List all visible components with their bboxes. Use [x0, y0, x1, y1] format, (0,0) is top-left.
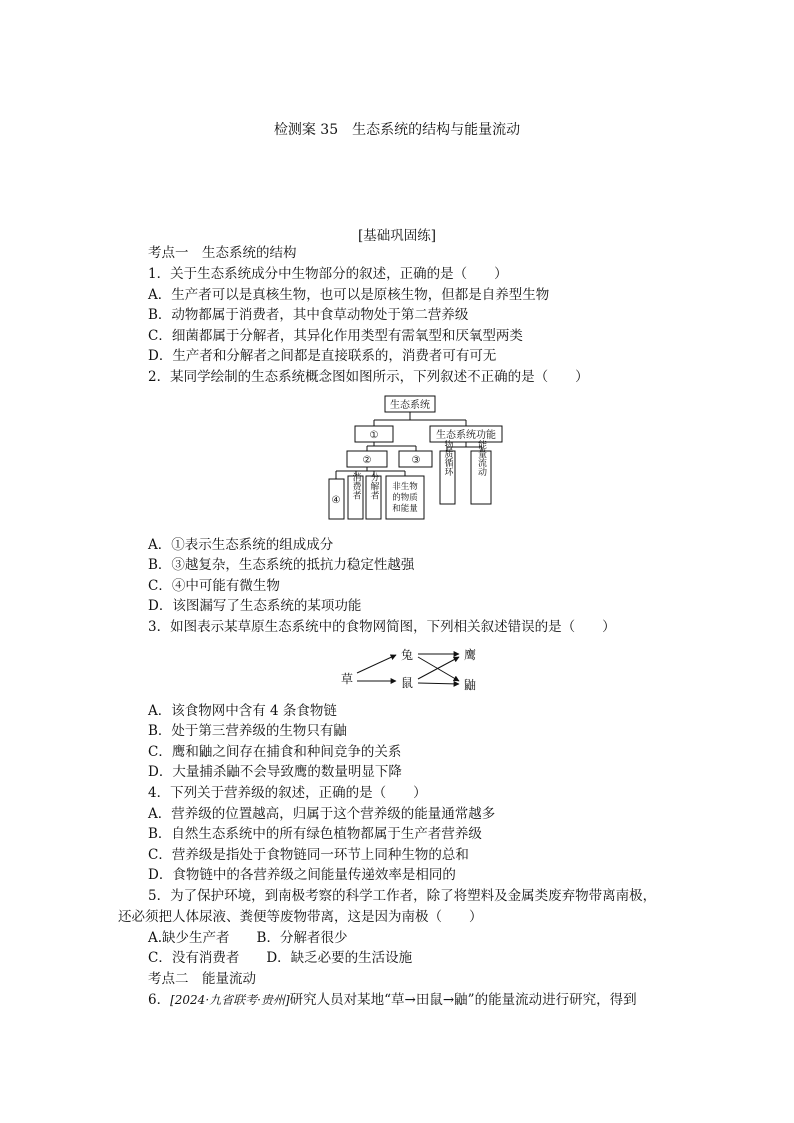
- question-4-option-b: B．自然生态系统中的所有绿色植物都属于生产者营养级: [148, 826, 482, 842]
- diagram-label-matter: 物质循环: [442, 440, 453, 476]
- question-2-option-d: D．该图漏写了生态系统的某项功能: [148, 598, 362, 614]
- food-web-weasel: 鼬: [463, 678, 477, 692]
- concept-diagram: [325, 392, 510, 522]
- question-4-stem: 4．下列关于营养级的叙述，正确的是（ ）: [148, 785, 427, 801]
- question-5-options-ab: A.缺少生产者 B．分解者很少: [148, 930, 348, 946]
- question-2-stem: 2．某同学绘制的生态系统概念图如图所示，下列叙述不正确的是（ ）: [148, 369, 589, 385]
- food-web-eagle: 鹰: [463, 648, 477, 662]
- question-3-option-c: C．鹰和鼬之间存在捕食和种间竞争的关系: [148, 744, 402, 760]
- diagram-label-abiotic-1: 非生物: [392, 482, 418, 492]
- question-1-stem: 1．关于生态系统成分中生物部分的叙述，正确的是（ ）: [148, 266, 508, 282]
- food-web-grass: 草: [340, 672, 354, 686]
- question-4-option-a: A．营养级的位置越高，归属于这个营养级的能量通常越多: [148, 806, 496, 822]
- topic-heading-2: 考点二 能量流动: [148, 971, 256, 987]
- question-6-text: 研究人员对某地“草→田鼠→鼬”的能量流动进行研究，得到: [289, 992, 637, 1008]
- diagram-label-root: 生态系统: [390, 400, 430, 411]
- food-web-rabbit: 兔: [400, 648, 414, 662]
- arrow-grass-rabbit: [357, 655, 396, 673]
- question-6-source: [2024·九省联考·贵州]: [170, 993, 290, 1007]
- diagram-label-1: ①: [369, 430, 379, 441]
- diagram-label-3: ③: [411, 455, 421, 466]
- diagram-label-decomposer: 分解者: [368, 472, 379, 500]
- question-1-option-c: C．细菌都属于分解者，其异化作用类型有需氧型和厌氧型两类: [148, 328, 523, 344]
- food-web-diagram: [340, 643, 490, 693]
- question-1-option-b: B．动物都属于消费者，其中食草动物处于第二营养级: [148, 307, 469, 323]
- question-5-stem-line1: 5．为了保护环境，到南极考察的科学工作者，除了将塑料及金属类废弃物带离南极，: [148, 888, 657, 904]
- diagram-label-energy: 能量流动: [476, 440, 486, 476]
- question-3-stem: 3．如图表示某草原生态系统中的食物网简图，下列相关叙述错误的是（ ）: [148, 619, 616, 635]
- topic-heading-1: 考点一 生态系统的结构: [148, 245, 297, 261]
- page-title: 检测案 35 生态系统的结构与能量流动: [273, 122, 521, 138]
- diagram-label-function: 生态系统功能: [436, 430, 496, 441]
- question-6-stem: [148, 990, 637, 1010]
- diagram-label-4: ④: [331, 495, 341, 506]
- diagram-label-2: ②: [362, 455, 372, 466]
- question-4-option-c: C．营养级是指处于食物链同一环节上同种生物的总和: [148, 847, 469, 863]
- question-2-option-b: B．③越复杂，生态系统的抵抗力稳定性越强: [148, 557, 415, 573]
- diagram-label-abiotic-3: 和能量: [392, 504, 418, 514]
- question-1-option-a: A．生产者可以是真核生物，也可以是原核生物，但都是自养型生物: [148, 287, 550, 303]
- diagram-label-abiotic-2: 的物质: [392, 493, 418, 503]
- question-3-option-a: A．该食物网中含有 4 条食物链: [148, 703, 337, 719]
- question-2-option-c: C．④中可能有微生物: [148, 578, 280, 594]
- question-6-number: 6．: [148, 992, 171, 1008]
- question-3-option-d: D．大量捕杀鼬不会导致鹰的数量明显下降: [148, 764, 402, 780]
- question-4-option-d: D．食物链中的各营养级之间能量传递效率是相同的: [148, 867, 456, 883]
- question-3-option-b: B．处于第三营养级的生物只有鼬: [148, 723, 347, 739]
- question-5-options-cd: C．没有消费者 D．缺乏必要的生活设施: [148, 950, 413, 966]
- arrow-mouse-weasel: [418, 683, 459, 684]
- question-5-stem-line2: 还必须把人体尿液、粪便等废物带离，这是因为南极（ ）: [118, 909, 483, 925]
- section-heading: [基础巩固练]: [357, 228, 437, 244]
- question-1-option-d: D．生产者和分解者之间都是直接联系的，消费者可有可无: [148, 348, 497, 364]
- question-2-option-a: A．①表示生态系统的组成成分: [148, 537, 334, 553]
- diagram-label-consumer: 消费者: [350, 472, 361, 500]
- food-web-mouse: 鼠: [400, 676, 414, 690]
